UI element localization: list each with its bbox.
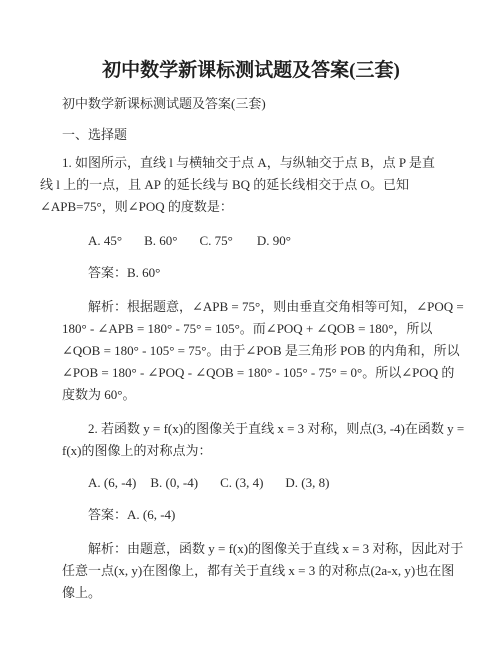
question-2-options (62, 472, 440, 494)
analysis-line: ∠POB = 180° - ∠POQ - ∠QOB = 180° - 105° - 75° = 0°。所以∠POQ 的 (62, 365, 455, 380)
analysis-line: 解析：由题意，函数 y = f(x)的图像关于直线 x = 3 对称，因此对于 (88, 541, 464, 556)
analysis-line: 180° - ∠APB = 180° - 75° = 105°。而∠POQ + ∠QOB = 180°，所以 (62, 321, 433, 336)
answer-text: 答案：B. 60° (88, 265, 161, 280)
analysis-line: 解析：根据题意，∠APB = 75°，则由垂直交角相等可知，∠POQ = (88, 299, 464, 314)
question-2-line: 2. 若函数 y = f(x)的图像关于直线 x = 3 对称，则点(3, -4)在函数 y = (88, 421, 465, 436)
answer-text: 答案：A. (6, -4) (88, 507, 176, 522)
option-a: A. 45° (88, 233, 123, 248)
document-subtitle: 初中数学新课标测试题及答案(三套) (62, 96, 266, 111)
question-2-analysis (62, 538, 464, 604)
question-1-line: ∠APB=75°，则∠POQ 的度数是： (40, 199, 233, 214)
option-d: D. (3, 8) (285, 475, 330, 490)
question-2-line: f(x)的图像上的对称点为： (62, 443, 212, 458)
analysis-line: 任意一点(x, y)在图像上，都有关于直线 x = 3 的对称点(2a-x, y)也在图 (62, 563, 455, 578)
analysis-line: ∠QOB = 180° - 105° = 75°。由于∠POB 是三角形 POB 的内角和，所以 (62, 343, 460, 358)
analysis-line: 像上。 (62, 585, 102, 600)
question-1-text (40, 152, 440, 218)
option-c: C. 75° (199, 233, 233, 248)
question-1-analysis (62, 296, 464, 406)
question-1-line: 1. 如图所示，直线 l 与横轴交于点 A，与纵轴交于点 B，点 P 是直 (62, 155, 435, 170)
document-title: 初中数学新课标测试题及答案(三套) (102, 60, 400, 81)
question-1-line: 线 l 上的一点，且 AP 的延长线与 BQ 的延长线相交于点 O。已知 (40, 177, 409, 192)
section-heading: 一、选择题 (62, 127, 128, 142)
option-a: A. (6, -4) (88, 475, 137, 490)
question-2-text (62, 418, 465, 462)
option-b: B. (0, -4) (150, 475, 199, 490)
analysis-line: 度数为 60°。 (62, 387, 136, 402)
option-d: D. 90° (256, 233, 291, 248)
option-c: C. (3, 4) (220, 475, 264, 490)
question-1-options (62, 230, 440, 252)
option-b: B. 60° (144, 233, 178, 248)
question-1-answer (62, 262, 440, 284)
question-2-answer (62, 504, 440, 526)
